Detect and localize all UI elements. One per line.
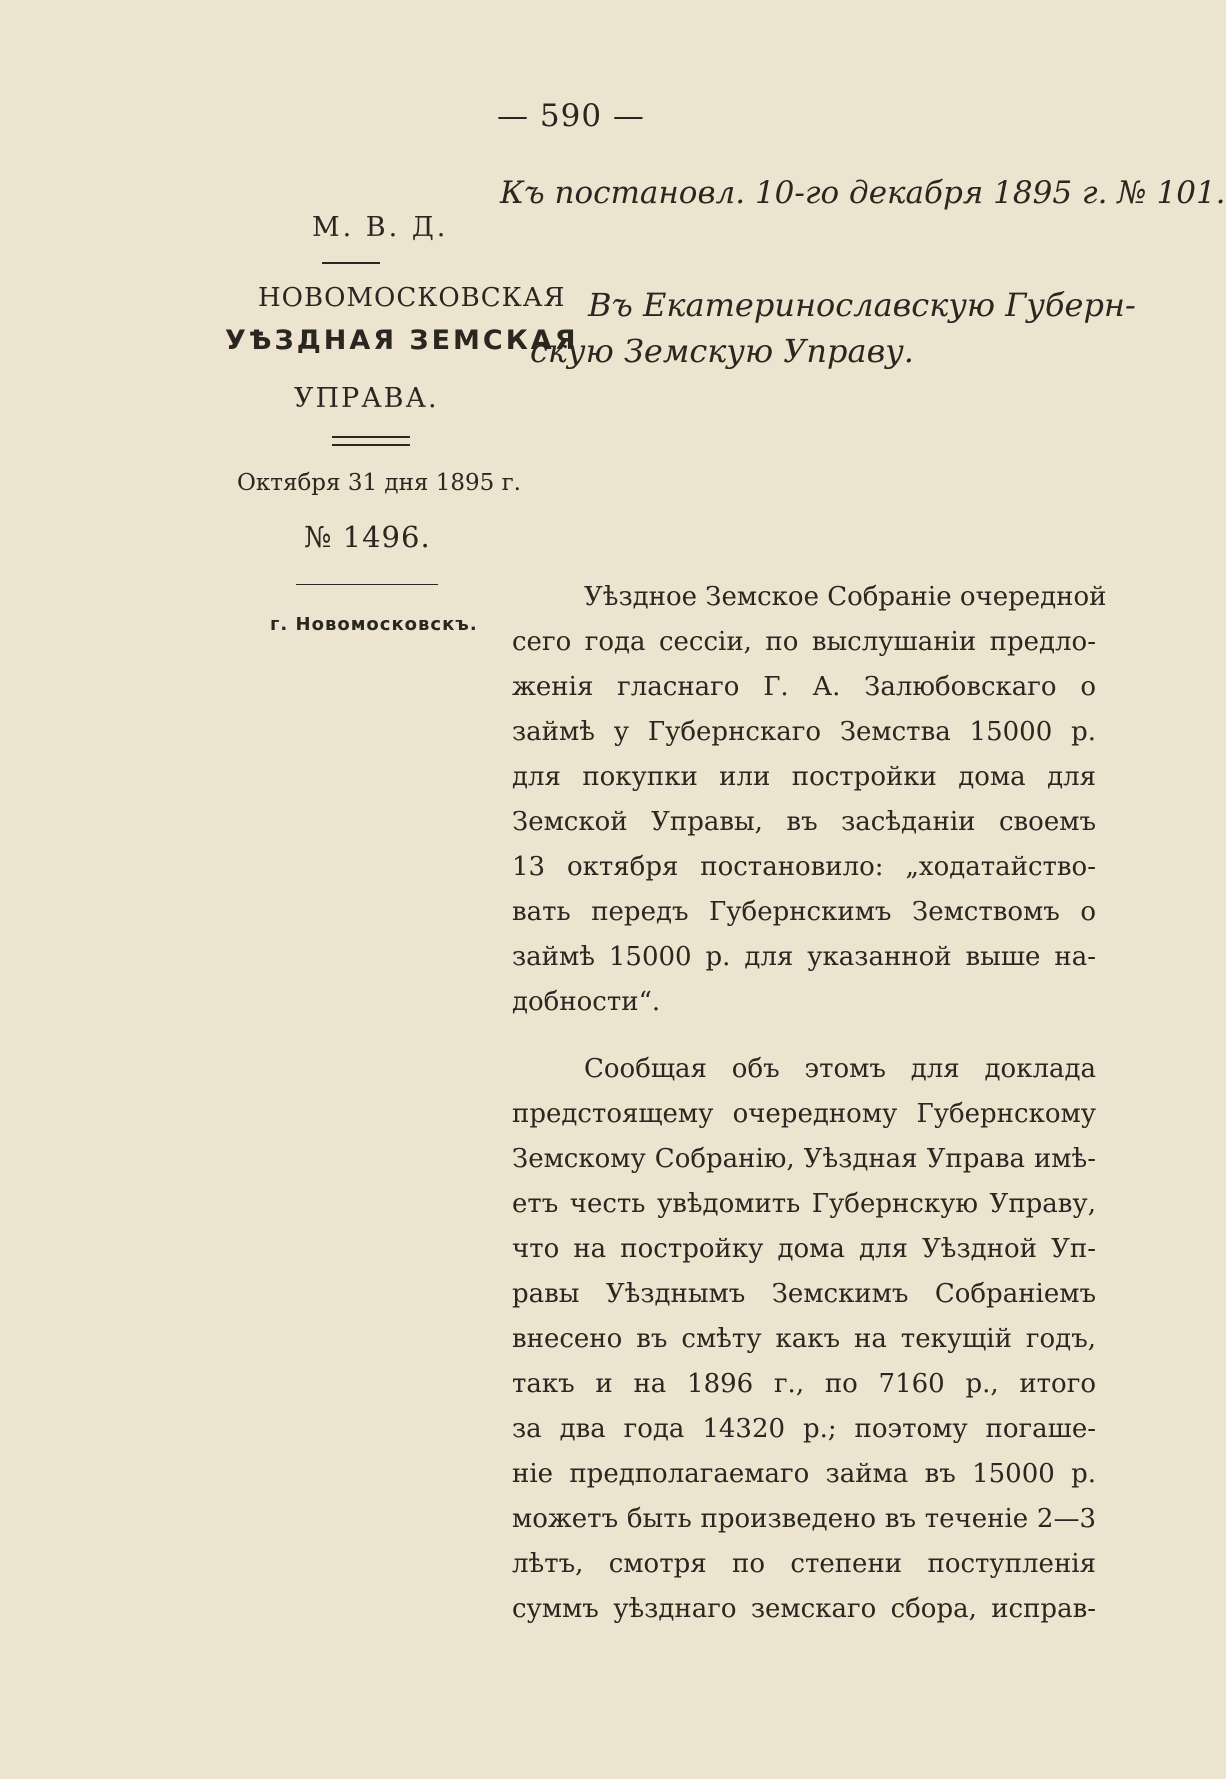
body-line: лѣтъ, смотря по степени поступленія <box>512 1549 1096 1579</box>
institution-line-2: УѢЗДНАЯ ЗЕМСКАЯ <box>225 325 579 356</box>
institution-line-3: УПРАВА. <box>294 383 439 414</box>
letter-date: Октября 31 дня 1895 г. <box>237 470 521 496</box>
body-line: Уѣздное Земское Собраніе очередной <box>584 582 1107 612</box>
body-line: Сообщая объ этомъ для доклада <box>584 1054 1096 1084</box>
body-line: равы Уѣзднымъ Земскимъ Собраніемъ <box>512 1279 1096 1309</box>
body-line: суммъ уѣзднаго земскаго сбора, исправ- <box>512 1594 1096 1624</box>
resolution-reference: Къ постановл. 10-го декабря 1895 г. № 101. <box>500 175 1226 211</box>
body-line: предстоящему очередному Губернскому <box>512 1099 1096 1129</box>
letter-body <box>512 575 1107 1632</box>
body-line: можетъ быть произведено въ теченіе 2—3 <box>512 1504 1096 1534</box>
body-line: ніе предполагаемаго займа въ 15000 р. <box>512 1459 1096 1489</box>
body-line: внесено въ смѣту какъ на текущій годъ, <box>512 1324 1096 1354</box>
body-line: 13 октября постановило: „ходатайство- <box>512 852 1096 882</box>
body-line: добности“. <box>512 987 661 1017</box>
body-line: займѣ 15000 р. для указанной выше на- <box>512 942 1096 972</box>
page-number: — 590 — <box>497 98 645 134</box>
letter-number: № 1496. <box>304 520 431 554</box>
body-line: за два года 14320 р.; поэтому погаше- <box>512 1414 1096 1444</box>
body-line: Земскому Собранію, Уѣздная Управа имѣ- <box>512 1144 1096 1174</box>
body-line: женія гласнаго Г. А. Залюбовскаго о <box>512 672 1096 702</box>
body-line: сего года сессіи, по выслушаніи предло- <box>512 627 1096 657</box>
addressee-line-2: скую Земскую Управу. <box>530 332 914 370</box>
double-rule-bottom <box>332 444 410 446</box>
body-line: займѣ у Губернскаго Земства 15000 р. <box>512 717 1096 747</box>
ministry-rule <box>322 262 380 264</box>
body-line: етъ честь увѣдомить Губернскую Управу, <box>512 1189 1096 1219</box>
institution-line-1: НОВОМОСКОВСКАЯ <box>258 283 566 313</box>
ministry-abbrev: М. В. Д. <box>312 212 449 243</box>
body-line: что на постройку дома для Уѣздной Уп- <box>512 1234 1096 1264</box>
paragraph-gap <box>512 1025 1096 1047</box>
addressee-line-1: Въ Екатеринославскую Губерн- <box>588 286 1136 324</box>
number-rule <box>296 584 438 585</box>
double-rule-top <box>332 436 410 438</box>
body-line: Земской Управы, въ засѣданіи своемъ <box>512 807 1096 837</box>
sender-city: г. Новомосковскъ. <box>270 614 478 635</box>
body-line: для покупки или постройки дома для <box>512 762 1096 792</box>
body-line: такъ и на 1896 г., по 7160 р., итого <box>512 1369 1096 1399</box>
body-line: вать передъ Губернскимъ Земствомъ о <box>512 897 1096 927</box>
